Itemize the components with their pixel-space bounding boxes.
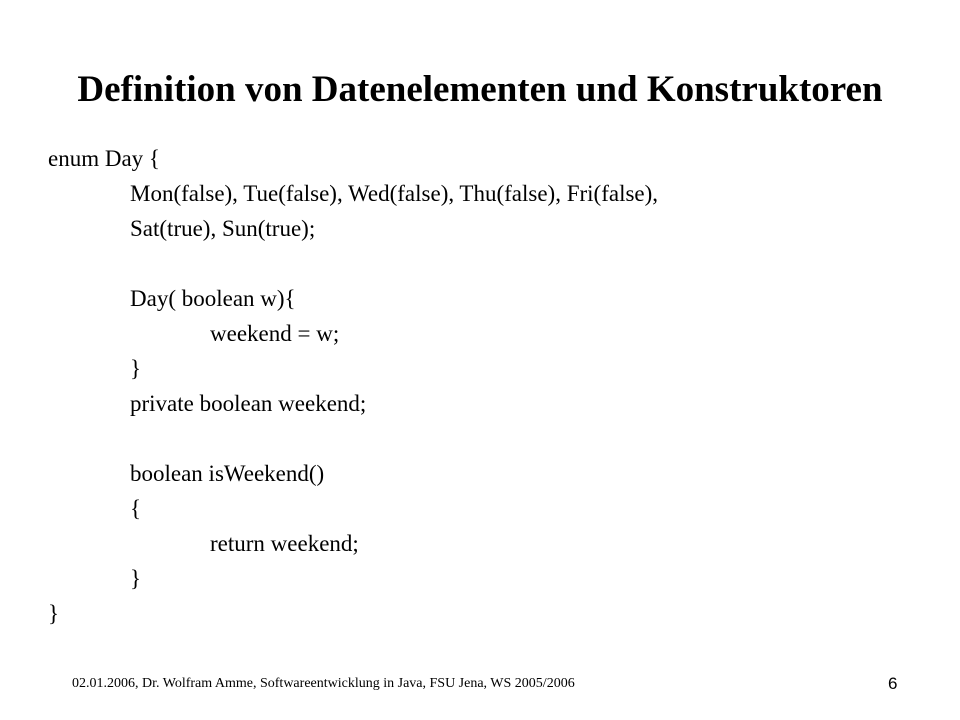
code-line: } — [48, 601, 60, 626]
code-line: weekend = w; — [210, 321, 340, 346]
code-line: Day( boolean w){ — [130, 286, 296, 311]
code-line: enum Day { — [48, 146, 160, 171]
code-line: return weekend; — [210, 531, 359, 556]
code-line: Mon(false), Tue(false), Wed(false), Thu(false), Fri(false), — [130, 181, 659, 206]
code-line: private boolean weekend; — [130, 391, 367, 416]
slide-footer: 02.01.2006, Dr. Wolfram Amme, Softwareentwicklung in Java, FSU Jena, WS 2005/2006 — [72, 676, 575, 691]
slide-title: Definition von Datenelementen und Konstruktoren — [77, 69, 883, 110]
code-line: Sat(true), Sun(true); — [130, 216, 316, 241]
page-number: 6 — [888, 674, 898, 693]
code-line: boolean isWeekend() — [130, 461, 325, 486]
code-line: { — [130, 496, 142, 521]
code-line: } — [130, 356, 142, 381]
code-line: } — [130, 566, 142, 591]
